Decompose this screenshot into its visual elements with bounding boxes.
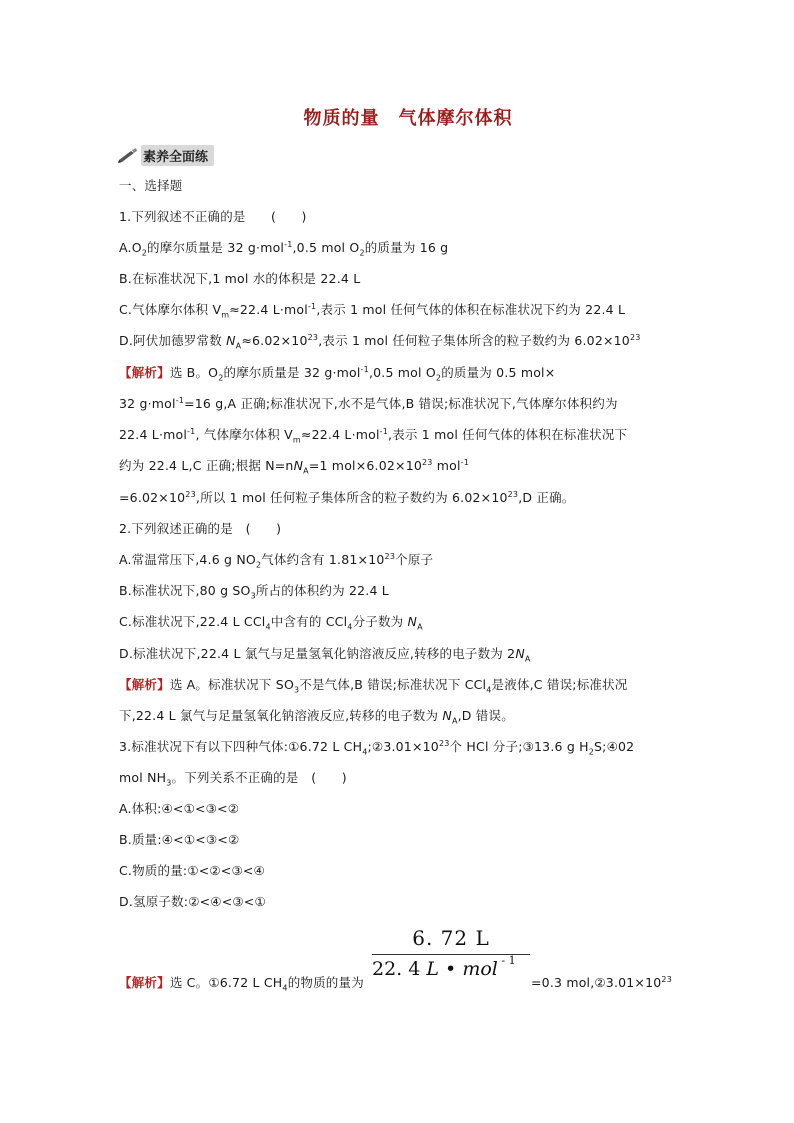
q1-stem: 1.下列叙述不正确的是 ( ) [119,209,307,224]
a3-line-1-right: =0.3 $mol,②3.01\times 10^{23}$ [531,974,673,990]
analysis-tag: 【解析】 [119,975,170,990]
q1-option-a: $A.O_2$的摩尔质量是 32 g·mol$^{-1}$,0.5 mol $O_2$的质量为 16 g [119,239,449,258]
fraction-numerator: 6. 72 L [412,926,490,950]
a1-line-3: 22.4 L·mol$^{-1}$, 气体摩尔体积 $V_m\approx 22.4$ L·mol$^{-1}$,表示 1 mol 任何气体的体积在标准状况下 [119,426,628,445]
q3-option-c: C.物质的量:①<②<③<④ [119,863,265,878]
q1-option-c: C.气体摩尔体积 $V_m\approx 22.4$ L·mol$^{-1}$,表示 1 mol 任何气体的体积在标准状况下约为 22.4 L [119,301,626,320]
a1-line-5: $=6.02\times 10^{23}$,所以 1 mol 任何粒子集体所含的粒子数约为 $6.02\times 10^{23},D$ 正确。 [119,489,575,505]
q3-stem-line-1: 3.标准状况下有以下四种气体:①6.72 L $CH_4;②3.01\times 10^{23}$个 HCl 分子;③13.6 g $H_2S;④02$ [119,738,635,757]
a3-line-1-left: 【解析】选 C。①6.72 L $CH_4$的物质的量为 [119,975,364,993]
a2-line-2: 下,22.4 L 氯气与足量氢氧化钠溶液反应,转移的电子数为 $N_A,D$ 错误。 [119,708,514,726]
q3-option-d: D.氢原子数:②<④<③<① [119,894,266,909]
q1-option-b: B.在标准状况下,1 mol 水的体积是 22.4 L [119,271,361,286]
q2-option-b: B.标准状况下,80 g $SO_3$所占的体积约为 22.4 L [119,583,389,601]
q2-option-a: A.常温常压下,4.6 g $NO_2$气体约含有 $1.81\times 10^{23}$个原子 [119,551,434,570]
q2-stem: 2.下列叙述正确的是 ( ) [119,521,282,536]
fraction-denominator: 22. 4 L • mol $^{- 1}$ [372,953,516,980]
q1-option-d: D.阿伏加德罗常数 $N_A\approx 6.02\times 10^{23}$,表示 1 mol 任何粒子集体所含的粒子数约为 $6.02\times 10^{23}$ [119,332,641,351]
q3-option-a: A.体积:④<①<③<② [119,801,240,816]
q3-stem-line-2: mol $NH_3$。下列关系不正确的是 ( ) [119,770,347,788]
a2-line-1: 【解析】选 A。标准状况下 $SO_3$不是气体,B 错误;标准状况下 CCl$_4$是液体,C 错误;标准状况 [119,677,628,695]
pencil-icon [117,147,139,163]
analysis-tag: 【解析】 [119,365,170,380]
section-label: 素养全面练 [141,145,214,166]
a1-line-1: 【解析】选 B。$O_2$的摩尔质量是 32 g·mol$^{-1}$,0.5 mol $O_2$的质量为 0.5 mol× [119,364,556,383]
q3-option-b: B.质量:④<①<③<② [119,832,240,847]
a1-line-4: 约为 22.4 L,C 正确;根据 $N=nN_A=1$ $mol\times 6.02\times 10^{23}$ mol$^{-1}$ [119,457,470,476]
fraction [372,926,530,980]
analysis-tag: 【解析】 [119,677,170,692]
section-header [117,145,214,165]
document-title: 物质的量 气体摩尔体积 [303,108,513,129]
q2-option-d: D.标准状况下,22.4 L 氯气与足量氢氧化钠溶液反应,转移的电子数为 $2N_A$ [119,646,531,664]
heading-choice: 一、选择题 [119,178,183,193]
q2-option-c: C.标准状况下,22.4 L CCl$_4$中含有的 CCl$_4$分子数为 $N_A$ [119,614,423,632]
a1-line-2: 32 g·mol$^{-1}$=16 g,A 正确;标准状况下,水不是气体,B 错误;标准状况下,气体摩尔体积约为 [119,395,618,411]
